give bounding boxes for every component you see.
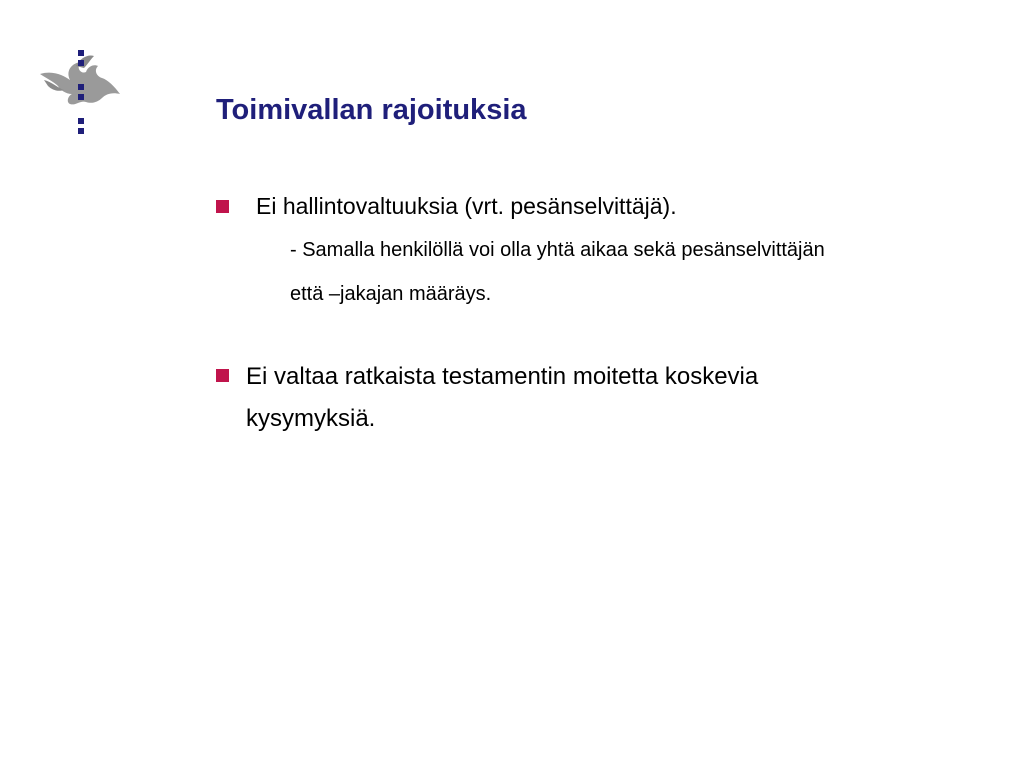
bullet-1-sub-line-2: että –jakajan määräys. [290,283,492,305]
bullet-2-line-2: kysymyksiä. [246,405,376,432]
bullet-marker-2 [216,369,229,382]
bullet-1-text: Ei hallintovaltuuksia (vrt. pesänselvittäjä). [256,193,677,219]
bullet-2-line-1: Ei valtaa ratkaista testamentin moitetta koskevia [246,363,759,390]
slide-title: Toimivallan rajoituksia [216,94,527,126]
bullet-marker-1 [216,200,229,213]
bullet-1-sub-line-1: - Samalla henkilöllä voi olla yhtä aikaa sekä pesänselvittäjän [290,239,825,261]
flame-logo-icon [36,46,126,136]
